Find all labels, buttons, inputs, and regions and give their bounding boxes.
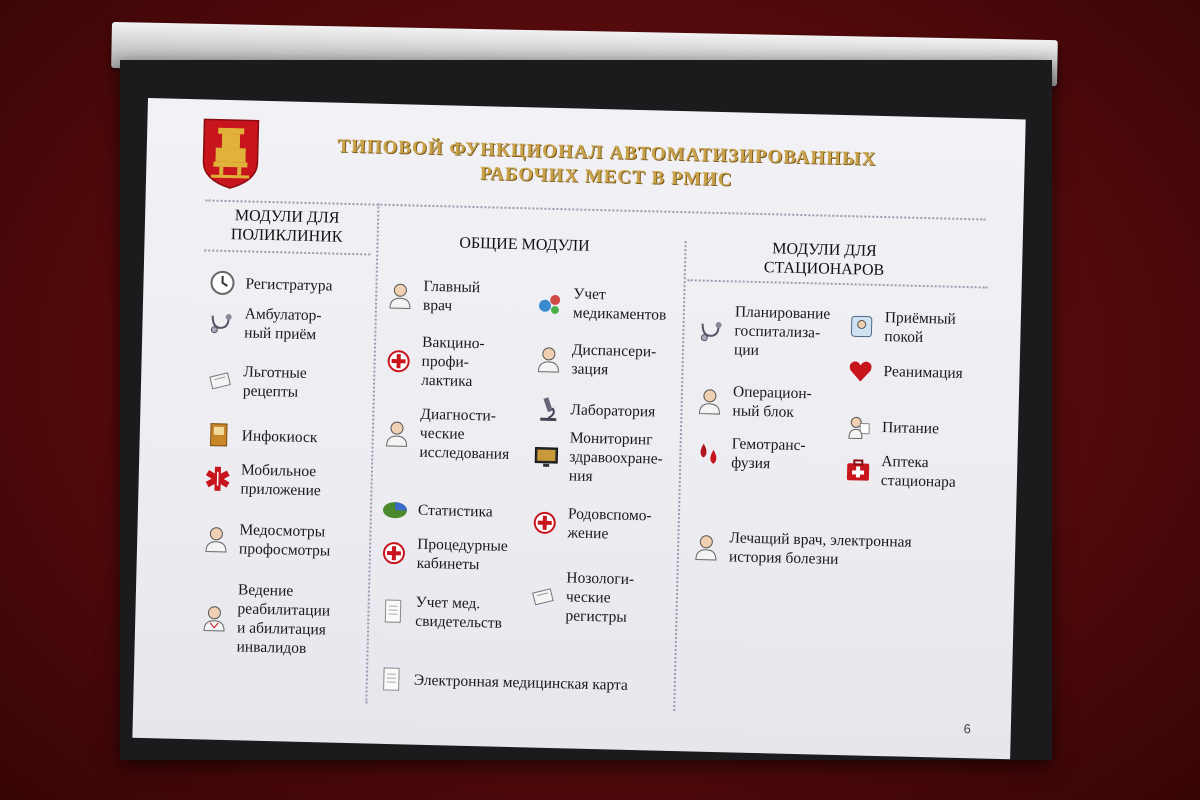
syringe-icon (529, 507, 560, 538)
stethoscope-icon (206, 308, 237, 339)
module-emr (376, 664, 629, 700)
module-label: Реанимация (883, 362, 963, 382)
syringe-icon (383, 345, 414, 376)
module-infokiosk (203, 419, 317, 452)
module-label: Ведение реабилитации и абилитация инвалидов (236, 581, 331, 658)
module-label: Инфокиоск (241, 426, 318, 446)
module-certificates (377, 592, 503, 633)
module-registry (207, 268, 333, 301)
module-attending (691, 527, 912, 570)
document-icon (377, 596, 408, 627)
module-label: Питание (881, 418, 940, 437)
module-label: Учет мед. свидетельств (415, 593, 503, 632)
heart-icon (845, 355, 876, 386)
module-label: Мобильное приложение (240, 461, 321, 500)
module-statistics (380, 494, 493, 527)
doctor-icon (533, 344, 564, 375)
pills-icon (535, 288, 566, 319)
module-outpatient (206, 304, 322, 345)
module-label: Родовспомо- жение (567, 505, 652, 543)
poly-header-underline (204, 249, 370, 255)
module-prescriptions (205, 361, 307, 401)
module-label: Приёмный покой (884, 309, 956, 347)
module-laboratory (532, 393, 655, 426)
doctor-icon (694, 385, 725, 416)
monitor-icon (531, 441, 562, 472)
module-label: Гемотранс- фузия (731, 435, 806, 473)
module-transfusion (693, 433, 806, 474)
module-nosology (527, 567, 634, 627)
presentation-slide (132, 98, 1025, 759)
module-pharmacy (843, 451, 957, 492)
prescription-icon (205, 365, 236, 396)
module-label: Лаборатория (570, 400, 656, 420)
doctor-icon (201, 523, 232, 554)
module-planning (696, 301, 831, 361)
slide-title-line1: ТИПОВОЙ ФУНКЦИОНАЛ АВТОМАТИЗИРОВАННЫХ (337, 135, 877, 170)
slide-title-line2: РАБОЧИХ МЕСТ В РМИС (479, 163, 733, 191)
module-label: Учет медикаментов (572, 285, 667, 324)
star-of-life-icon (202, 463, 233, 494)
module-label: Процедурные кабинеты (416, 535, 508, 574)
nutrition-icon (844, 411, 875, 442)
stethoscope-icon (696, 315, 727, 346)
module-monitoring (531, 427, 664, 487)
module-nutrition (844, 411, 940, 443)
module-label: Вакцино- профи- лактика (420, 333, 485, 391)
module-label: Статистика (417, 501, 493, 521)
coat-of-arms-icon (201, 117, 261, 190)
module-label: Нозологи- ческие регистры (565, 569, 635, 626)
module-procedure (378, 534, 508, 575)
module-label: Диспансери- зация (571, 341, 657, 379)
module-label: Амбулатор- ный приём (244, 305, 322, 344)
slide-page-number: 6 (963, 721, 972, 737)
slide-title (296, 134, 917, 197)
doctor-icon (199, 602, 230, 633)
doctor-icon (382, 417, 413, 448)
column-divider-right (673, 241, 686, 711)
module-label: Лечащий врач, электронная история болезни (728, 529, 912, 569)
stac-column-header: МОДУЛИ ДЛЯ СТАЦИОНАРОВ (763, 240, 885, 280)
prescription-icon (528, 581, 559, 612)
module-checkups (201, 519, 331, 560)
module-chief-doctor (385, 276, 481, 316)
module-diagnostic (381, 404, 510, 464)
module-obstetric (529, 503, 652, 544)
module-label: Мониторинг здравоохране- ния (568, 429, 663, 485)
module-label: Операцион- ный блок (732, 383, 812, 421)
module-rehab (198, 579, 330, 658)
clock-icon (207, 268, 238, 299)
microscope-icon (532, 393, 563, 424)
module-reception (846, 307, 956, 348)
module-mobile (202, 459, 321, 500)
module-label: Медосмотры профосмотры (238, 521, 331, 560)
pie-chart-icon (380, 494, 411, 525)
syringe-icon (379, 538, 410, 569)
module-label: Аптека стационара (880, 453, 956, 491)
document-icon (376, 664, 407, 695)
doctor-icon (385, 280, 416, 311)
common-column-header: ОБЩИЕ МОДУЛИ (459, 234, 590, 255)
module-label: Диагности- ческие исследования (419, 405, 510, 463)
module-label: Льготные рецепты (242, 363, 307, 401)
module-label: Электронная медицинская карта (413, 671, 629, 694)
reception-icon (846, 311, 877, 342)
module-label: Планирование госпитализа- ции (733, 303, 831, 359)
module-label: Главный врач (422, 277, 481, 315)
module-medications (535, 284, 667, 325)
poly-column-header: МОДУЛИ ДЛЯ ПОЛИКЛИНИК (230, 207, 343, 246)
doctor-icon (691, 531, 722, 562)
module-icu (845, 355, 963, 388)
module-dispensary (533, 340, 656, 381)
blood-drop-icon (693, 437, 724, 468)
first-aid-kit-icon (843, 455, 874, 486)
kiosk-icon (203, 419, 234, 450)
module-vaccine (383, 332, 485, 391)
module-surgery (694, 381, 812, 422)
module-label: Регистратура (245, 274, 333, 295)
